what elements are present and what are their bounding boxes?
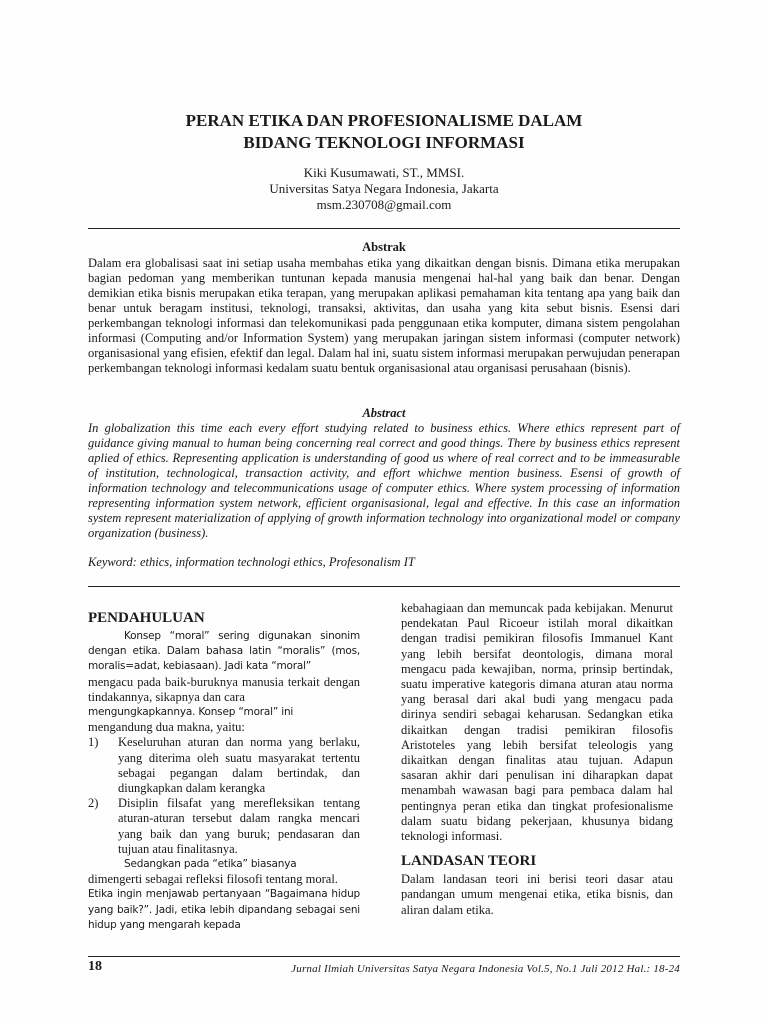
title-line-1: PERAN ETIKA DAN PROFESIONALISME DALAM xyxy=(185,111,583,130)
page-number: 18 xyxy=(88,959,102,974)
list-item xyxy=(88,735,360,796)
abstrak-body: Dalam era globalisasi saat ini setiap usaha membahas etika yang dikaitkan dengan bisnis. Dimana etika merupakan bagian pedoman yang memberikan tuntunan kepada manusia mengenai hal-hal yang baik dan benar. Dengan demikian etika bisnis merupakan etika terapan, yang merupakan aplikasi pemahaman kita tentang apa yang baik dan benar untuk beragam institusi, teknologi, transaksi, aktivitas, dan usaha yang kita sebut bisnis. Esensi dari perkembangan teknologi informasi dan telekomunikasi pada penggunaan etika komputer, dimana sistem pengolahan informasi (Computing and/or Information System) yang merupakan jaringan sistem informasi (computer network) organisasional yang efisien, efektif dan legal. Dalam hal ini, suatu sistem informasi merupakan perwujudan penerapan perkembangan teknologi informasi kedalam suatu bentuk organisasional atau organisasi perusahaan (bisnis). xyxy=(88,256,680,375)
author-block xyxy=(0,165,768,213)
divider-middle xyxy=(88,586,680,587)
list-number: 1) xyxy=(88,735,99,750)
author-email: msm.230708@gmail.com xyxy=(316,197,452,212)
keywords: Keyword: ethics, information technologi ethics, Profesonalism IT xyxy=(88,555,415,569)
list-text: Keseluruhan aturan dan norma yang berlaku, yang diterima oleh suatu masyarakat tertentu sebagai pegangan dalam bertindak, dan diungkapkan dalam kerangka xyxy=(118,735,360,796)
pendahuluan-heading: PENDAHULUAN xyxy=(88,610,205,626)
continued-paragraph: kebahagiaan dan memuncak pada kebijakan. Menurut pendekatan Paul Ricoeur istilah moral dikaitkan dengan tradisi pemikiran filosofis Immanuel Kant yang lebih bersifat deontologis, dimana moral mengacu pada kewajiban, norma, prinsip bertindak, suatu imperative kategoris dimana aturan atau norma yang berasal dari akal budi yang mengacu pada dirinya sendiri sebagai keharusan. Sedangkan etika dikaitkan dengan tradisi pemikiran filosofis Aristoteles yang lebih bersifat teleologis yang dikaitkan dengan finalitas atau tujuan. Adapun sasaran akhir dari penulisan ini diharapkan dapat menambah wawasan bagi para pembaca dalam hal pentingnya peran etika dan tingkat profesionalisme dalam suatu bidang pekerjaan, khusunya bidang teknologi informasi. xyxy=(401,601,673,844)
list-number: 2) xyxy=(88,796,99,811)
etika-paragraph-handwritten-2: Etika ingin menjawab pertanyaan “Bagaimana hidup yang baik?”. Jadi, etika lebih dipandang sebagai seni hidup yang mengarah kepada xyxy=(88,888,360,931)
left-column xyxy=(88,609,360,933)
journal-citation: Jurnal Ilmiah Universitas Satya Negara Indonesia Vol.5, No.1 Juli 2012 Hal.: 18-24 xyxy=(291,963,680,975)
landasan-paragraph: Dalam landasan teori ini berisi teori dasar atau pandangan umum mengenai etika, etika bisnis, dan aliran dalam etika. xyxy=(401,872,673,917)
title-line-2: BIDANG TEKNOLOGI INFORMASI xyxy=(243,133,525,152)
author-name: Kiki Kusumawati, ST., MMSI. xyxy=(303,165,465,180)
meaning-list xyxy=(88,735,360,857)
right-column xyxy=(401,601,673,918)
footer-divider xyxy=(88,956,680,957)
etika-paragraph-handwritten: Sedangkan pada “etika” biasanya xyxy=(124,858,297,871)
etika-paragraph: dimengerti sebagai refleksi filosofi tentang moral. xyxy=(88,872,338,887)
intro-paragraph-handwritten-2: mengungkapkannya. Konsep “moral” ini xyxy=(88,706,294,719)
landasan-heading: LANDASAN TEORI xyxy=(401,853,537,870)
paper-title xyxy=(0,110,768,154)
abstract-body: In globalization this time each every effort studying related to business ethics. Where ethics represent part of guidance giving manual to human being concerning real correct and good things. There by business ethics represent aplied of ethics. Representing application is understanding of good us where of real correct and to be immeasurable of institution, technological, transaction activity, and effort whichwe mention business. Esensi of growth of information technology and telecommunications usage of computer ethics. Where system processing of information representing information system network, efficient organisasional, legal and effective. In this case an information system represent materialization of applying of growth information technology into organizational model or company organization (business). xyxy=(88,421,680,540)
intro-paragraph-handwritten: Konsep “moral” sering digunakan sinonim dengan etika. Dalam bahasa latin “moralis” (mos, moralis=adat, kebiasaan). Jadi kata “moral” xyxy=(88,630,360,673)
intro-paragraph: mengacu pada baik-buruknya manusia terkait dengan tindakannya, sikapnya dan cara xyxy=(88,674,360,704)
abstrak-heading: Abstrak xyxy=(362,240,406,254)
list-text: Disiplin filsafat yang merefleksikan tentang aturan-aturan tersebut dalam rangka mencari yang baik dan yang buruk; pendasaran dan tujuan atau finalitasnya. xyxy=(118,796,360,856)
divider-top xyxy=(88,228,680,229)
author-affiliation: Universitas Satya Negara Indonesia, Jakarta xyxy=(269,181,499,196)
abstract-heading: Abstract xyxy=(362,406,406,420)
list-item xyxy=(88,796,360,857)
intro-paragraph-end: mengandung dua makna, yaitu: xyxy=(88,720,245,735)
